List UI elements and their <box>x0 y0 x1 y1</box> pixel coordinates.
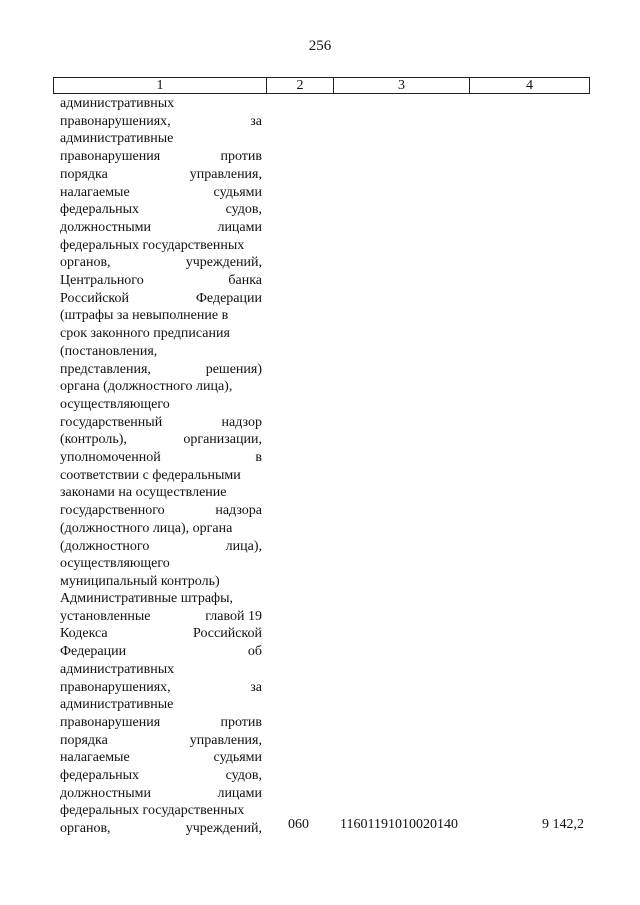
text-word: органа (должностного лица), <box>60 379 233 395</box>
text-word: государственного <box>60 503 165 519</box>
text-word: органов, <box>60 821 111 837</box>
header-col-1: 1 <box>156 77 164 93</box>
table-header-row <box>53 77 590 94</box>
text-word: за <box>250 679 262 695</box>
text-word: правонарушениях, <box>60 679 171 695</box>
text-word: муниципальный контроль) <box>60 573 220 589</box>
text-word: в <box>255 450 262 466</box>
text-line <box>60 254 262 272</box>
text-word: государственный <box>60 414 163 430</box>
text-word: Российской <box>60 290 129 306</box>
text-line <box>60 732 262 750</box>
text-word: (постановления, <box>60 343 158 359</box>
text-line <box>60 307 262 325</box>
text-word: федеральных государственных <box>60 237 245 253</box>
admin-fines-description-text <box>60 590 262 838</box>
text-line <box>60 148 262 166</box>
text-line <box>60 272 262 290</box>
text-line <box>60 325 262 343</box>
text-word: установленные <box>60 608 151 624</box>
header-col-3: 3 <box>333 78 469 93</box>
text-word: судов, <box>225 202 262 218</box>
text-word: лицами <box>217 785 262 801</box>
text-line <box>60 484 262 502</box>
text-line <box>60 785 262 803</box>
text-word: надзор <box>221 414 262 430</box>
text-line <box>60 396 262 414</box>
text-word: управления, <box>189 166 262 182</box>
text-line <box>60 679 262 697</box>
text-word: административных <box>60 96 175 111</box>
text-word: законами на осуществление <box>60 485 227 501</box>
text-word: административные <box>60 131 174 147</box>
text-word: Центрального <box>60 273 144 289</box>
text-line <box>60 166 262 184</box>
text-line <box>60 184 262 202</box>
header-col-2: 2 <box>266 78 333 93</box>
text-word: уполномоченной <box>60 450 161 466</box>
text-word: судов, <box>225 768 262 784</box>
text-word: осуществляющего <box>60 396 170 412</box>
text-word: Российской <box>193 626 262 642</box>
text-line <box>60 643 262 661</box>
text-word: лицами <box>217 219 262 235</box>
text-word: федеральных <box>60 202 140 218</box>
text-word: административные <box>60 697 174 713</box>
text-word: порядка <box>60 732 108 748</box>
text-line <box>60 290 262 308</box>
row-amount: 9 142,2 <box>542 817 584 832</box>
text-word: должностными <box>60 785 152 801</box>
text-word: правонарушения <box>60 714 161 730</box>
text-word: осуществляющего <box>60 556 170 572</box>
text-word: учреждений, <box>185 255 262 271</box>
text-line <box>60 802 262 820</box>
text-word: административных <box>60 661 175 677</box>
text-word: (штрафы за невыполнение в <box>60 308 229 324</box>
text-word: надзора <box>215 503 262 519</box>
continued-description-text <box>60 95 262 591</box>
text-word: органов, <box>60 255 111 271</box>
header-col-4: 4 <box>469 78 589 93</box>
text-line <box>60 555 262 573</box>
text-line <box>60 343 262 361</box>
page-number: 256 <box>308 38 332 54</box>
text-line <box>60 449 262 467</box>
text-word: (должностного лица), органа <box>60 520 233 536</box>
text-word: федеральных <box>60 768 140 784</box>
text-line <box>60 378 262 396</box>
text-line <box>60 661 262 679</box>
row-admin-code: 060 <box>288 817 309 832</box>
text-line <box>60 590 262 608</box>
text-line <box>60 431 262 449</box>
text-word: правонарушениях, <box>60 113 171 129</box>
text-word: порядка <box>60 166 108 182</box>
text-word: соответствии с федеральными <box>60 467 241 483</box>
text-word: (должностного <box>60 538 150 554</box>
text-line <box>60 538 262 556</box>
text-word: против <box>220 149 262 165</box>
text-line <box>60 467 262 485</box>
text-line <box>60 130 262 148</box>
text-line <box>60 696 262 714</box>
text-line <box>60 520 262 538</box>
text-word: решения) <box>205 361 262 377</box>
text-word: налагаемые <box>60 750 130 766</box>
text-line <box>60 573 262 591</box>
text-word: против <box>220 714 262 730</box>
text-word: Федерации <box>195 290 262 306</box>
text-line <box>60 219 262 237</box>
text-word: лица), <box>225 538 262 554</box>
text-line <box>60 608 262 626</box>
text-word: налагаемые <box>60 184 130 200</box>
text-word: представления, <box>60 361 151 377</box>
text-word: Федерации <box>60 644 127 660</box>
text-line <box>60 95 262 113</box>
text-word: судьями <box>213 184 262 200</box>
text-word: срок законного предписания <box>60 326 230 342</box>
text-word: (контроль), <box>60 432 127 448</box>
text-line <box>60 820 262 838</box>
text-word: организации, <box>183 432 262 448</box>
text-word: об <box>247 644 262 660</box>
text-word: федеральных государственных <box>60 803 245 819</box>
text-word: судьями <box>213 750 262 766</box>
text-line <box>60 714 262 732</box>
text-word: должностными <box>60 219 152 235</box>
text-word: банка <box>228 273 262 289</box>
text-word: учреждений, <box>185 821 262 837</box>
text-word: Административные штрафы, <box>60 591 234 606</box>
text-word: управления, <box>189 732 262 748</box>
text-line <box>60 113 262 131</box>
text-word: правонарушения <box>60 149 161 165</box>
text-line <box>60 201 262 219</box>
text-line <box>60 414 262 432</box>
text-line <box>60 767 262 785</box>
text-line <box>60 749 262 767</box>
text-line <box>60 237 262 255</box>
text-word: главой 19 <box>205 608 262 624</box>
text-word: Кодекса <box>60 626 108 642</box>
text-line <box>60 361 262 379</box>
text-line <box>60 502 262 520</box>
row-budget-classification-code: 11601191010020140 <box>340 817 458 832</box>
text-word: за <box>250 113 262 129</box>
text-line <box>60 625 262 643</box>
